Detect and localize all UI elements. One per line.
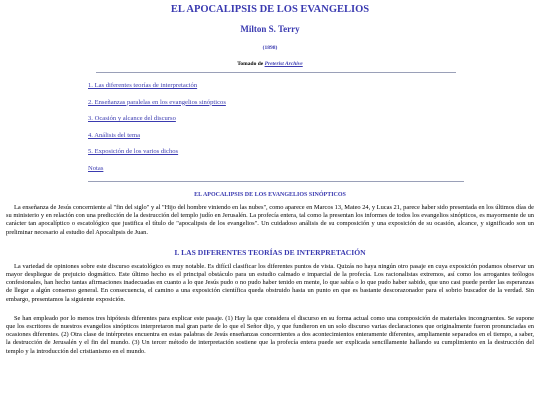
- intro-paragraph: La enseñanza de Jesús concerniente al "fin del siglo" y al "Hijo del hombre viniendo en las nubes", como aparece en Marcos 13, Mateo 24, y Lucas 21, parece haber sido presentada en los últimos días de su ministerio y en relación con una predicción de la destrucción del templo judío en Jerusalén. La profecía entera, tal como la presentan los informes de todos los evangelios sinópticos, es mayormente de un carácter tan apocalíptico o escatológico que justifica el título de "apocalipsis de los evangelios". Un cuidadoso análisis de su composición y una exposición de su ocasión, alcance, y significado son un preliminar necesario al estudio del Apocalipsis de Juan.: [6, 204, 534, 236]
- divider: [88, 181, 464, 182]
- body-paragraph: Se han empleado por lo menos tres hipótesis diferentes para explicar este pasaje. (1) Hay la que considera el discurso en su forma actual como una composición de materiales incongruentes. Se supone que los escritores de nuestros evangelios sinópticos interpretaron mal gran parte de lo que el Señor dijo, y que fundieron en un solo discurso varias declaraciones que originalmente fueron pronunciadas en ocasiones diferentes. (2) Otra clase de intérpretes encuentra en estas palabras de Jesús enseñanzas concernientes a dos acontecimientos enteramente diferentes, ampliamente separados en el tiempo, a saber, la destrucción de Jerusalén y el fin del mundo. (3) Un tercer método de interpretación sostiene que la profecía entera puede ser explicada sencillamente hallando su cumplimiento en la destrucción del templo y la introducción del cristianismo en el mundo.: [6, 314, 534, 355]
- credit-prefix: Tomado de: [237, 61, 264, 67]
- preterist-archive-link[interactable]: Preterist Archive: [264, 61, 303, 67]
- publication-year: (1898): [262, 45, 278, 51]
- toc-link-1[interactable]: 1. Las diferentes teorías de interpretación: [88, 82, 198, 89]
- document-title: EL APOCALIPSIS DE LOS EVANGELIOS: [170, 4, 370, 15]
- author-name: Milton S. Terry: [240, 24, 300, 34]
- section-heading: I. LAS DIFERENTES TEORÍAS DE INTERPRETACIÓN: [174, 247, 366, 257]
- source-credit: [6, 61, 534, 67]
- document-page: [0, 4, 540, 356]
- toc-link-2[interactable]: 2. Enseñanzas paralelas en los evangelios sinópticos: [88, 98, 226, 106]
- toc-link-notes[interactable]: Notas: [88, 164, 104, 172]
- toc-link-4[interactable]: 4. Análisis del tema: [88, 131, 141, 139]
- toc-link-5[interactable]: 5. Exposición de los varios dichos: [88, 148, 179, 155]
- main-heading: EL APOCALIPSIS DE LOS EVANGELIOS SINÓPTICOS: [194, 192, 346, 198]
- table-of-contents: [88, 82, 534, 173]
- divider: [96, 72, 456, 73]
- body-paragraph: La variedad de opiniones sobre este discurso escatológico es muy notable. Es difícil clasificar los diferentes puntos de vista. Quizás no haya ningún otro pasaje en cuya exposición podamos observar un mayor despliegue de prejuicio dogmático. Este último hecho es el principal obstáculo para un estudio calmado e imparcial de la profecía. Los racionalistas extremos, así como los arrogantes teólogos confesionales, han hecho tantas afirmaciones inadecuadas en cuanto a lo que Jesús pudo o no pudo haber tenido en mente, lo que sabía o lo que pudo haber sabido, que uno casi puede perder las esperanzas de llegar a algún consenso general. En consecuencia, el camino a una exposición científica queda obstruido hasta un punto en que es bastante descorazonador para el sobrio buscador de la verdad. Sin embargo, presentamos la siguiente exposición.: [6, 262, 534, 303]
- toc-link-3[interactable]: 3. Ocasión y alcance del discurso: [88, 115, 176, 122]
